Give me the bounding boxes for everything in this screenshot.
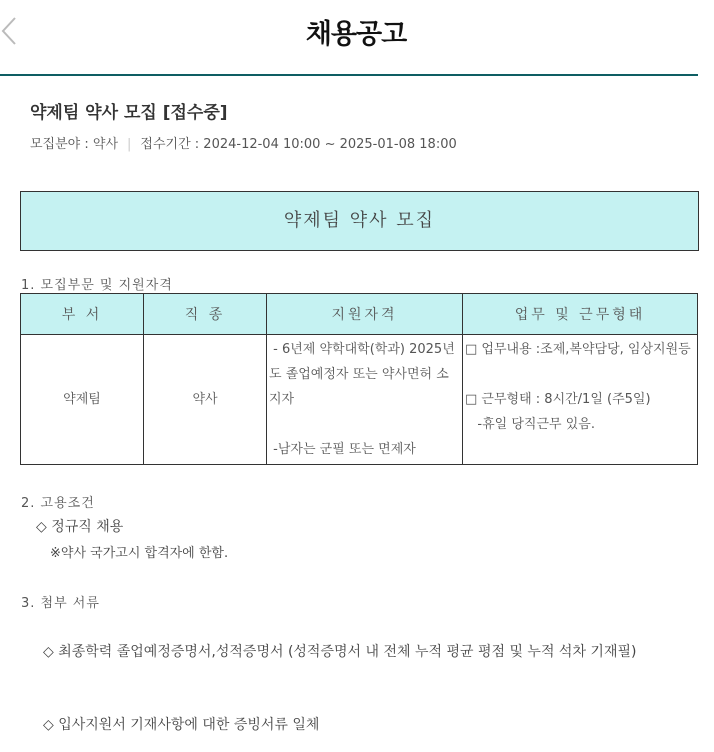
qual-line: - 6년제 약학대학(학과) 2025년도 졸업예정자 또는 약사면허 소지자 [269,342,455,407]
section-heading: 3. 첨부 서류 [21,596,100,611]
table-row [21,335,698,465]
field-label: 모집분야 : [30,137,93,152]
document-item: ◇ 입사지원서 기재사항에 대한 증빙서류 일체 [43,717,320,733]
table-header: 업무 및 근무형태 [463,294,698,335]
work-line: □ 업무내용 :조제,복약담당, 임상지원등 [465,342,691,357]
table-header: 지원자격 [267,294,463,335]
employment-note: ※약사 국가고시 합격자에 한함. [50,546,229,561]
section-heading: 2. 고용조건 [21,496,95,511]
qual-line: -남자는 군필 또는 면제자 [269,442,416,457]
field-value: 약사 [92,137,119,152]
divider: | [127,137,132,152]
period-label: 접수기간 : [140,137,204,152]
page-title: 채용공고 [305,19,407,50]
app-header [0,0,698,76]
work-line: -휴일 당직근무 있음. [465,417,595,432]
cell-job: 약사 [144,335,267,465]
section-heading: 1. 모집부문 및 지원자격 [21,278,173,293]
period-value: 2024-12-04 10:00 ~ 2025-01-08 18:00 [203,137,457,152]
employment-item: ◇ 정규직 채용 [36,519,124,535]
cell-qualification [267,335,463,465]
job-meta [30,133,457,152]
notice-banner: 약제팀 약사 모집 [20,191,699,251]
work-line: □ 근무형태 : 8시간/1일 (주5일) [465,392,651,407]
job-title: 약제팀 약사 모집 [접수중] [30,103,228,123]
recruitment-table [20,293,698,465]
document-item: ◇ 최종학력 졸업예정증명서,성적증명서 (성적증명서 내 전체 누적 평균 평점 및 누적 석차 기재필) [43,644,637,660]
cell-dept: 약제팀 [21,335,144,465]
table-header: 부 서 [21,294,144,335]
table-header: 직 종 [144,294,267,335]
cell-work [463,335,698,465]
